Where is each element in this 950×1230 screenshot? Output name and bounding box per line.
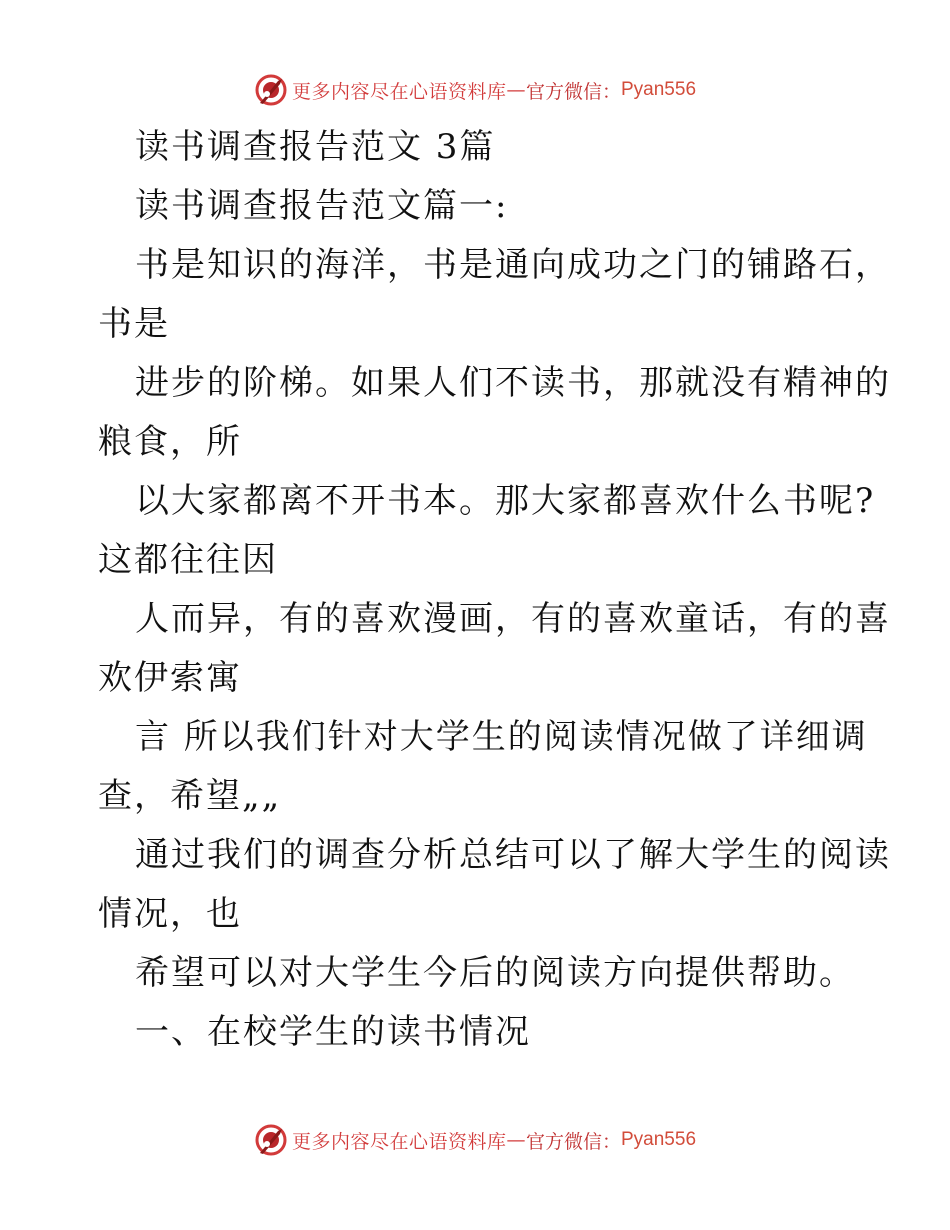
banner-wechat-id: Pyan556 bbox=[621, 79, 697, 100]
paragraph-line: 这都往往因 bbox=[98, 540, 278, 580]
section-heading: 读书调查报告范文篇一: bbox=[135, 186, 509, 226]
banner-separator: — bbox=[506, 79, 526, 101]
banner-text: 更多内容尽在心语资料库 bbox=[291, 80, 507, 103]
document-title: 读书调查报告范文 3篇 bbox=[135, 127, 496, 167]
paragraph-line: 查，希望„„ bbox=[98, 776, 282, 816]
banner-wechat-label: 官方微信： bbox=[525, 80, 621, 103]
banner-wechat-label: 官方微信： bbox=[525, 1130, 621, 1153]
paragraph-line: 希望可以对大学生今后的阅读方向提供帮助。 bbox=[135, 953, 855, 993]
header-watermark-banner bbox=[0, 70, 950, 110]
paragraph-line: 欢伊索寓 bbox=[98, 658, 242, 698]
quill-logo-icon bbox=[254, 1123, 288, 1157]
paragraph-line: 书是 bbox=[98, 304, 170, 344]
banner-separator: — bbox=[506, 1129, 526, 1151]
quill-logo-icon bbox=[254, 73, 288, 107]
paragraph-line: 言 所以我们针对大学生的阅读情况做了详细调 bbox=[135, 717, 868, 757]
paragraph-line: 粮食，所 bbox=[98, 422, 242, 462]
section-subheading: 一、在校学生的读书情况 bbox=[135, 1012, 531, 1052]
paragraph-line: 通过我们的调查分析总结可以了解大学生的阅读 bbox=[135, 835, 891, 875]
paragraph-line: 书是知识的海洋，书是通向成功之门的铺路石， bbox=[135, 245, 891, 285]
paragraph-line: 人而异，有的喜欢漫画，有的喜欢童话，有的喜 bbox=[135, 599, 891, 639]
banner-text: 更多内容尽在心语资料库 bbox=[291, 1130, 507, 1153]
banner-wechat-id: Pyan556 bbox=[621, 1129, 697, 1150]
paragraph-line: 进步的阶梯。如果人们不读书，那就没有精神的 bbox=[135, 363, 891, 403]
paragraph-line: 情况，也 bbox=[98, 894, 242, 934]
footer-watermark-banner bbox=[0, 1120, 950, 1160]
paragraph-line: 以大家都离不开书本。那大家都喜欢什么书呢? bbox=[135, 481, 876, 521]
